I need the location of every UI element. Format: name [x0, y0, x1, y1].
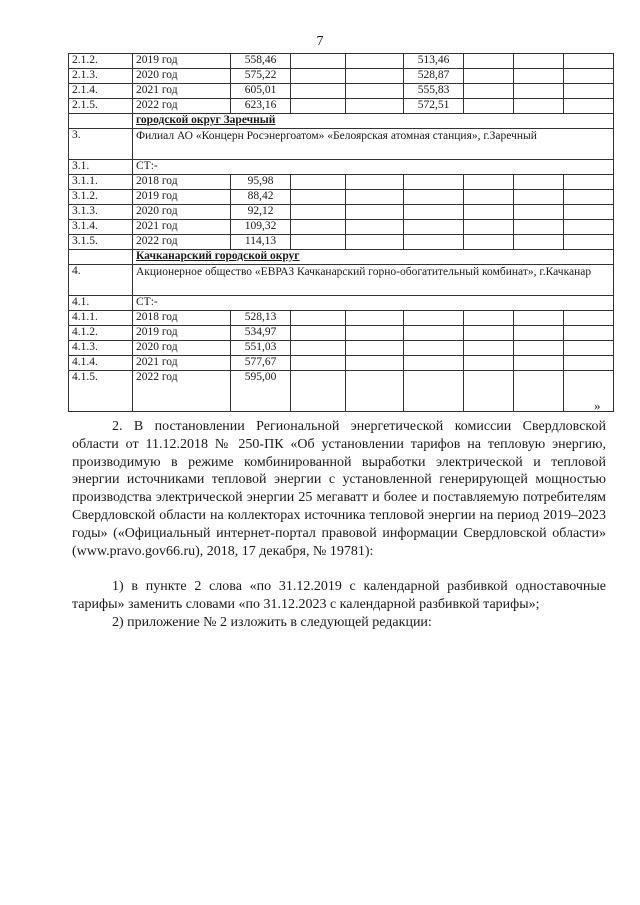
- empty-cell: [464, 205, 514, 220]
- row-year: 2018 год: [133, 311, 231, 326]
- empty-cell: [564, 175, 614, 190]
- table-row: [69, 356, 614, 371]
- st-row: [69, 160, 614, 175]
- row-year: 2019 год: [133, 326, 231, 341]
- section-header-row: [69, 250, 614, 265]
- empty-cell: [69, 114, 133, 129]
- empty-cell: [564, 69, 614, 84]
- empty-cell: [564, 205, 614, 220]
- empty-cell: [514, 235, 564, 250]
- closing-quote: »: [594, 398, 601, 413]
- tariff-value: 551,03: [231, 341, 291, 356]
- st-row: [69, 296, 614, 311]
- row-year: 2020 год: [133, 205, 231, 220]
- tariff-value: 92,12: [231, 205, 291, 220]
- empty-cell: [464, 220, 514, 235]
- row-code: 2.1.2.: [69, 54, 133, 69]
- st-code: 4.1.: [69, 296, 133, 311]
- empty-cell: [564, 356, 614, 371]
- empty-cell: [346, 326, 404, 341]
- row-year: 2021 год: [133, 220, 231, 235]
- tariff-value: 575,22: [231, 69, 291, 84]
- empty-cell: [404, 311, 464, 326]
- row-code: 4.1.4.: [69, 356, 133, 371]
- row-year: 2019 год: [133, 190, 231, 205]
- row-year: 2019 год: [133, 54, 231, 69]
- empty-cell: [514, 99, 564, 114]
- tariff-value: 605,01: [231, 84, 291, 99]
- empty-cell: [291, 341, 346, 356]
- row-year: 2021 год: [133, 356, 231, 371]
- empty-cell: [464, 84, 514, 99]
- empty-cell: [346, 205, 404, 220]
- row-year: 2020 год: [133, 341, 231, 356]
- empty-cell: [291, 371, 346, 412]
- empty-cell: [291, 54, 346, 69]
- table-row: [69, 190, 614, 205]
- empty-cell: [346, 371, 404, 412]
- empty-cell: [291, 190, 346, 205]
- section-header: Качканарский городской округ: [133, 250, 614, 265]
- empty-cell: [346, 69, 404, 84]
- empty-cell: [514, 54, 564, 69]
- empty-cell: [291, 84, 346, 99]
- st-label: СТ:-: [133, 296, 614, 311]
- empty-cell: [514, 220, 564, 235]
- empty-cell: [464, 341, 514, 356]
- org-name: Филиал АО «Концерн Росэнергоатом» «Белоярская атомная станция», г.Заречный: [133, 129, 614, 160]
- empty-cell: [464, 99, 514, 114]
- table-row: [69, 205, 614, 220]
- row-year: 2018 год: [133, 175, 231, 190]
- table-row: [69, 54, 614, 69]
- empty-cell: [464, 175, 514, 190]
- tariff-value-2: 528,87: [404, 69, 464, 84]
- empty-cell: [464, 311, 514, 326]
- row-code: 4.1.3.: [69, 341, 133, 356]
- empty-cell: [514, 326, 564, 341]
- empty-cell: [291, 356, 346, 371]
- row-code: 3.1.4.: [69, 220, 133, 235]
- tariff-table: [68, 53, 614, 412]
- empty-cell: [404, 371, 464, 412]
- empty-cell: [564, 311, 614, 326]
- empty-cell: [464, 326, 514, 341]
- empty-cell: [564, 235, 614, 250]
- empty-cell: [346, 341, 404, 356]
- org-row: [69, 265, 614, 296]
- row-year: 2022 год: [133, 235, 231, 250]
- row-code: 4.1.1.: [69, 311, 133, 326]
- tariff-value: 114,13: [231, 235, 291, 250]
- tariff-value: 558,46: [231, 54, 291, 69]
- empty-cell: [291, 235, 346, 250]
- empty-cell: [346, 175, 404, 190]
- empty-cell: [464, 235, 514, 250]
- tariff-value: 95,98: [231, 175, 291, 190]
- empty-cell: [346, 99, 404, 114]
- row-code: 3.1.3.: [69, 205, 133, 220]
- empty-cell: [346, 84, 404, 99]
- empty-cell: [404, 341, 464, 356]
- st-code: 3.1.: [69, 160, 133, 175]
- empty-cell: [291, 326, 346, 341]
- empty-cell: [564, 371, 614, 412]
- row-code: 3.1.1.: [69, 175, 133, 190]
- row-code: 2.1.5.: [69, 99, 133, 114]
- empty-cell: [564, 54, 614, 69]
- empty-cell: [291, 311, 346, 326]
- tariff-value-2: 572,51: [404, 99, 464, 114]
- empty-cell: [291, 220, 346, 235]
- empty-cell: [346, 220, 404, 235]
- empty-cell: [464, 54, 514, 69]
- row-code: 3.1.2.: [69, 190, 133, 205]
- empty-cell: [464, 69, 514, 84]
- empty-cell: [564, 220, 614, 235]
- empty-cell: [564, 341, 614, 356]
- empty-cell: [514, 69, 564, 84]
- table-row: [69, 175, 614, 190]
- empty-cell: [291, 69, 346, 84]
- org-name: Акционерное общество «ЕВРАЗ Качканарский горно-обогатительный комбинат», г.Качканар: [133, 265, 614, 296]
- empty-cell: [564, 84, 614, 99]
- empty-cell: [514, 190, 564, 205]
- empty-cell: [564, 326, 614, 341]
- tariff-value-2: 513,46: [404, 54, 464, 69]
- tariff-value: 534,97: [231, 326, 291, 341]
- empty-cell: [404, 190, 464, 205]
- section-header-row: [69, 114, 614, 129]
- section-header: городской округ Заречный: [133, 114, 614, 129]
- empty-cell: [69, 250, 133, 265]
- empty-cell: [514, 356, 564, 371]
- org-code: 3.: [69, 129, 133, 160]
- empty-cell: [564, 190, 614, 205]
- tariff-value: 528,13: [231, 311, 291, 326]
- tariff-value: 577,67: [231, 356, 291, 371]
- row-code: 4.1.5.: [69, 371, 133, 412]
- empty-cell: [514, 341, 564, 356]
- row-code: 2.1.4.: [69, 84, 133, 99]
- table-row: [69, 220, 614, 235]
- empty-cell: [464, 190, 514, 205]
- row-code: 4.1.2.: [69, 326, 133, 341]
- tariff-value-2: 555,83: [404, 84, 464, 99]
- empty-cell: [404, 326, 464, 341]
- empty-cell: [346, 54, 404, 69]
- row-year: 2020 год: [133, 69, 231, 84]
- row-code: 3.1.5.: [69, 235, 133, 250]
- empty-cell: [404, 220, 464, 235]
- empty-cell: [404, 356, 464, 371]
- empty-cell: [291, 99, 346, 114]
- empty-cell: [514, 205, 564, 220]
- empty-cell: [404, 205, 464, 220]
- row-year: 2022 год: [133, 371, 231, 412]
- empty-cell: [346, 356, 404, 371]
- empty-cell: [514, 175, 564, 190]
- empty-cell: [346, 190, 404, 205]
- empty-cell: [564, 99, 614, 114]
- table-row: [69, 84, 614, 99]
- tariff-value: 623,16: [231, 99, 291, 114]
- tariff-value: 595,00: [231, 371, 291, 412]
- empty-cell: [404, 175, 464, 190]
- table-row: [69, 326, 614, 341]
- empty-cell: [514, 371, 564, 412]
- table-row: [69, 341, 614, 356]
- table-row: [69, 311, 614, 326]
- paragraph-item-1: 1) в пункте 2 слова «по 31.12.2019 с календарной разбивкой одноставочные тарифы» заменить словами «по 31.12.2023 с календарной разбивкой тарифы»;: [72, 579, 606, 612]
- table-row: [69, 371, 614, 412]
- page-number: 7: [316, 34, 324, 49]
- empty-cell: [404, 235, 464, 250]
- empty-cell: [346, 311, 404, 326]
- tariff-value: 88,42: [231, 190, 291, 205]
- org-code: 4.: [69, 265, 133, 296]
- empty-cell: [346, 235, 404, 250]
- table-row: [69, 235, 614, 250]
- row-code: 2.1.3.: [69, 69, 133, 84]
- paragraph-item-2: 2) приложение № 2 изложить в следующей редакции:: [112, 615, 432, 630]
- table-row: [69, 99, 614, 114]
- st-label: СТ:-: [133, 160, 614, 175]
- table-row: [69, 69, 614, 84]
- empty-cell: [291, 205, 346, 220]
- org-row: [69, 129, 614, 160]
- row-year: 2021 год: [133, 84, 231, 99]
- empty-cell: [464, 371, 514, 412]
- empty-cell: [514, 311, 564, 326]
- empty-cell: [514, 84, 564, 99]
- empty-cell: [291, 175, 346, 190]
- tariff-value: 109,32: [231, 220, 291, 235]
- empty-cell: [464, 356, 514, 371]
- row-year: 2022 год: [133, 99, 231, 114]
- paragraph-amendment-2: 2. В постановлении Региональной энергетической комиссии Свердловской области от 11.12.2018 № 250-ПК «Об установлении тарифов на тепловую энергию, производимую в режиме комбинированной выработки электрической и тепловой энергии источниками тепловой энергии с установленной генерирующей мощностью производства электрической энергии 25 мегаватт и более и поставляемую потребителям Свердловской области на коллекторах источника тепловой энергии на период 2019–2023 годы» («Официальный интернет-портал правовой информации Свердловской области» (www.pravo.gov66.ru), 2018, 17 декабря, № 19781):: [72, 419, 606, 559]
